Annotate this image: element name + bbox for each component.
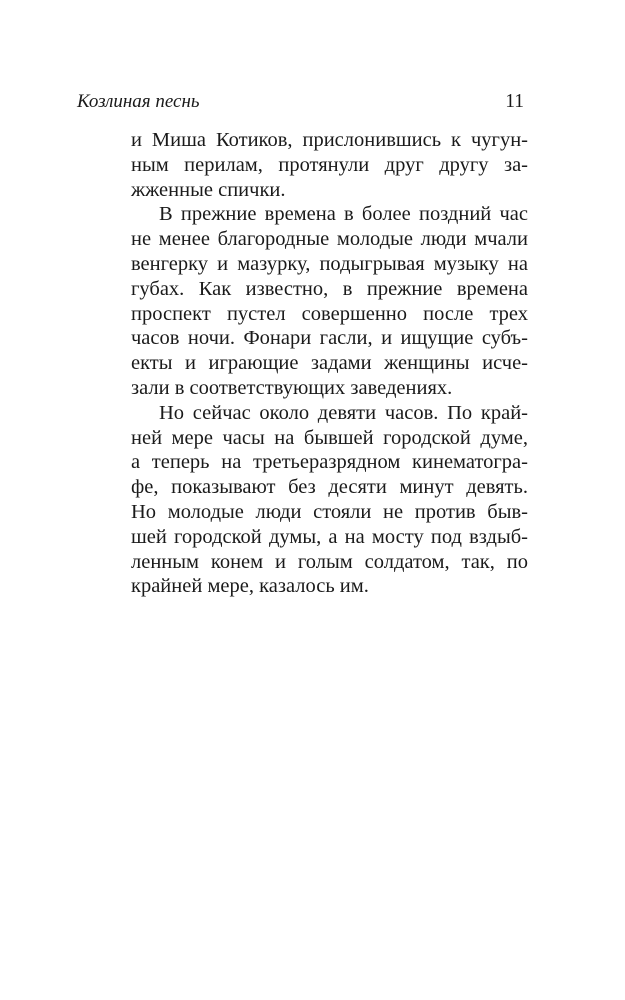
text-line: В прежние времена в более поздний час [159, 203, 528, 226]
body-text [131, 128, 528, 599]
running-head [77, 88, 524, 116]
text-line: крайней мере, казалось им. [131, 575, 369, 598]
text-line: проспект пустел совершенно после трех [131, 302, 528, 325]
text-line: ленным конем и голым солдатом, так, по [131, 550, 528, 573]
text-line: Но молодые люди стояли не против быв- [131, 500, 528, 523]
text-line: фе, показывают без десяти минут девять. [131, 476, 528, 499]
text-line: жженные спички. [131, 178, 286, 201]
page-number: 11 [505, 91, 524, 112]
running-title: Козлиная песнь [77, 91, 200, 112]
text-line: шей городской думы, а на мосту под вздыб- [131, 525, 528, 548]
text-line: ным перилам, протянули друг другу за- [131, 153, 528, 176]
text-line: венгерку и мазурку, подыгрывая музыку на [131, 252, 528, 275]
text-line: часов ночи. Фонари гасли, и ищущие субъ- [131, 327, 528, 350]
text-line: зали в соответствующих заведениях. [131, 376, 453, 399]
text-line: губах. Как известно, в прежние времена [131, 277, 528, 300]
text-line: и Миша Котиков, прислонившись к чугун- [131, 129, 528, 151]
text-line: ней мере часы на бывшей городской думе, [131, 426, 528, 449]
paragraph-3 [131, 401, 528, 599]
text-line: екты и играющие задами женщины исче- [131, 352, 528, 375]
text-line: не менее благородные молодые люди мчали [131, 228, 528, 251]
text-line: Но сейчас около девяти часов. По край- [159, 401, 528, 424]
text-line: а теперь на третьеразрядном кинематогра- [131, 451, 528, 474]
paragraph-1 [131, 128, 528, 202]
paragraph-2 [131, 202, 528, 400]
